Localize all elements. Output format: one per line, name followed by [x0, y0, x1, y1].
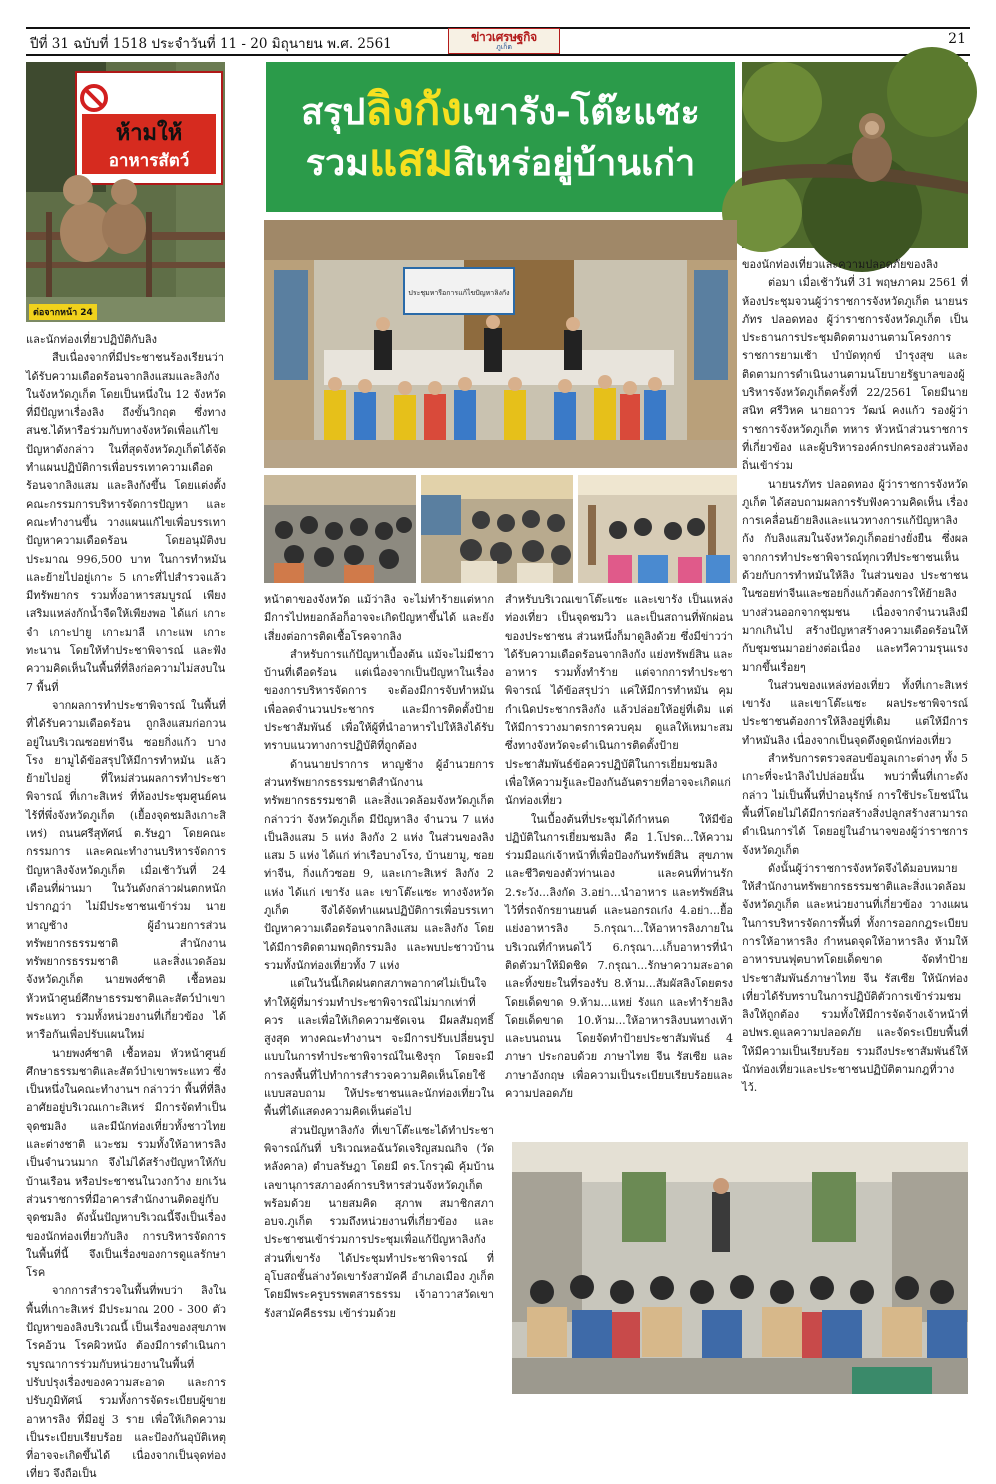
col1-paragraph: สืบเนื่องจากที่มีประชาชนร้องเรียนว่าได้รับความเดือดร้อนจากลิงแสมและลิงกังในจังหวัดภูเก็ต โดยเป็นหนึ่งใน 12 จังหวัด ที่มีปัญหาเรื่องลิง ถึงขั้นวิกฤต ซึ่งทาง สนช.ได้หารือร่วมกับทางจังหวัดเพื่อแก้ไขปัญหาดังกล่าว ในที่สุดจังหวัดภูเก็ตได้จัดทำแผนปฏิบัติการเพื่อบรรเทาความเดือดร้อนจากลิงแสม และลิงกังขึ้น โดยแต่งตั้งคณะกรรมการบริหารจัดการปัญหา และคณะทำงานขึ้น วางแผนแก้ไขเพื่อบรรเทาปัญหาความเดือดร้อน โดยอนุมัติงบประมาณ 996,500 บาท ในการทำหมัน และย้ายไปอยู่เกาะ 5 เกาะที่ไปสำรวจแล้ว มีทรัพยากร รวมทั้งอาหารสมบูรณ์ เพียงเสริมแหล่งกักน้ำจืดให้เพียงพอ ได้แก่ เกาะจำ เกาะปายู เกาะมาลี เกาะแพ เกาะทะนาน โดยให้ทำประชาพิจารณ์ และฟังความคิดเห็นในพื้นที่ที่ลิงก่อความไม่สงบใน 7 พื้นที่: [26, 351, 226, 694]
newspaper-logo: [448, 28, 560, 54]
col3-paragraph: สำหรับบริเวณเขาโต๊ะแซะ และเขารัง เป็นแหล่งท่องเที่ยว เป็นจุดชมวิว และเป็นสถานที่พักผ่อนของประชาชน ส่วนหนึ่งก็มาดูลิงด้วย ซึ่งมีข่าวว่าได้รับความเดือดร้อนจากลิงกัง แย่งทรัพย์สิน และอาหาร รวมทั้งทำร้าย แต่จากการทำประชาพิจารณ์ ได้ข้อสรุปว่า แค่ให้มีการทำหมัน คุมกำเนิดประชากรลิงกัง แล้วปล่อยให้อยู่ที่เดิม แต่ให้มีการวางมาตรการควบคุม ดูแลให้เหมาะสม ซึ่งทางจังหวัดจะดำเนินการติดตั้งป้ายประชาสัมพันธ์ข้อควรปฏิบัติในการเยี่ยมชมลิง เพื่อให้ความรู้และป้องกันอันตรายที่อาจจะเกิดแก่นักท่องเที่ยว: [505, 593, 733, 808]
col2-paragraph: หน้าตาของจังหวัด แม้ว่าลิง จะไม่ทำร้ายแต่หากมีการไปหยอกล้อก็อาจจะเกิดปัญหาขึ้นได้ และยังเสี่ยงต่อการติดเชื้อโรคจากลิง: [264, 593, 494, 643]
col4-paragraph: ของนักท่องเที่ยวและความปลอดภัยของลิง: [742, 258, 939, 271]
col4-paragraph: สำหรับการตรวจสอบข้อมูลเกาะต่างๆ ทั้ง 5 เกาะที่จะนำลิงไปปล่อยนั้น พบว่าพื้นที่เกาะดังกล่าว ไม่เป็นพื้นที่ป่าอนุรักษ์ การใช้ประโยชน์ในพื้นที่โดยไม่ได้มีการก่อสร้างสิ่งปลูกสร้างสามารถดำเนินการได้ โดยอยู่ในอำนาจของผู้ว่าราชการจังหวัดภูเก็ต: [742, 752, 968, 857]
headline-2-highlight: แสม: [369, 135, 454, 186]
col2-paragraph: ด้านนายปราการ หาญช้าง ผู้อำนวยการส่วนทรัพยากรธรรมชาติสำนักงานทรัพยากรธรรมชาติ และสิ่งแวดล้อมจังหวัดภูเก็ต กล่าวว่า จังหวัดภูเก็ต มีปัญหาลิง จำนวน 7 แห่ง เป็นลิงแสม 5 แห่ง ลิงกัง 2 แห่ง ในส่วนของลิงแสม 5 แห่ง ได้แก่ ท่าเรือบางโรง, บ้านยามู, ซอยท่าจีน, กิ่งแก้วซอย 9, และเกาะสิเหร่ ลิงกัง 2 แห่ง ได้แก่ เขารัง และ เขาโต๊ะแซะ ทางจังหวัดภูเก็ต จึงได้จัดทำแผนปฏิบัติการเพื่อบรรเทาปัญหาความเดือดร้อนจากลิงแสม และลิงกัง โดยได้มีการติดตามพฤติกรรมลิง และพบปะชาวบ้าน รวมทั้งนักท่องเที่ยวทั้ง 7 แห่ง: [264, 757, 494, 972]
sign-line2: อาหารสัตว์: [108, 151, 190, 171]
headline-line-1: [301, 86, 700, 137]
headline-box: [266, 62, 735, 212]
headline-1-pre: สรุป: [301, 92, 366, 133]
photo-audience-1: [264, 475, 416, 583]
header-bottom-rule: [26, 54, 970, 56]
col4-paragraph: นายนรภัทร ปลอดทอง ผู้ว่าราชการจังหวัดภูเก็ต ได้สอบถามผลการรับฟังความคิดเห็น เรื่องการเคลื่อนย้ายลิงและแนวทางการแก้ปัญหาลิงกัง กับลิงแสมในจังหวัดภูเก็ตอย่างยั่งยืน ซึ่งผลจากการทำประชาพิจารณ์ทุกเวทีประชาชนเห็นด้วยกับการทำหมันให้ลิง ในส่วนของ ประชาชนในซอยท่าจีนและซอยกิ่งแก้วต้องการให้ย้ายลิงบางส่วนออกจากชุมชน เนื่องจากจำนวนลิงมีมากเกินไป สร้างปัญหาสร้างความเดือดร้อนให้กับชุมชนมาอย่างต่อเนื่อง และทวีความรุนแรงมากขึ้นเรื่อยๆ: [742, 477, 968, 674]
sign-line1: ห้ามให้: [115, 121, 183, 146]
photo-monkey-branch: [742, 62, 968, 248]
article-column-4: [742, 256, 968, 1136]
headline-line-2: [306, 137, 696, 188]
col1-paragraph: จากผลการทำประชาพิจารณ์ ในพื้นที่ที่ได้รับความเดือดร้อน ถูกลิงแสมก่อกวนอยู่ในบริเวณซอยท่าจีน ซอยกิ่งแก้ว บางโรง ยามูได้ข้อสรุปให้มีการทำหมัน แล้วย้ายไปอยู่ ที่ใหม่ส่วนผลการทำประชาพิจารณ์ ที่เกาะสิเหร่ ที่ห้องประชุมศูนย์คนไร้ที่พึ่งจังหวัดภูเก็ต (เยื้องจุดชมลิงเกาะสิเหร่) ถนนศรีสุทัศน์ ต.รัษฎา โดยคณะกรรมการ และคณะทำงานบริหารจัดการปัญหาลิงจังหวัดภูเก็ต เมื่อเช้าวันที่ 24 เดือนที่ผ่านมา ในวันดังกล่าวฝนตกหนัก ปรากฏว่า ไม่มีประชาชนเข้าร่วม นาย หาญช้าง ผู้อำนวยการส่วนทรัพยากรธรรมชาติ สำนักงานทรัพยากรธรรมชาติ และสิ่งแวดล้อมจังหวัดภูเก็ต นายพงศ์ชาติ เชื้อหอม หัวหน้าศูนย์ศึกษาธรรมชาติและสัตว์ป่าเขาพระแทว รวมทั้งหน่วยงานที่เกี่ยวข้อง ได้หารือกันเพื่อปรับแผนใหม่: [26, 698, 226, 1042]
logo-subtitle: ภูเก็ต: [496, 43, 512, 51]
headline-1-post: เขารัง-โต๊ะแซะ: [461, 92, 700, 133]
col4-paragraph: ในส่วนของแหล่งท่องเที่ยว ทั้งที่เกาะสิเหร่ เขารัง และเขาโต๊ะแซะ ผลประชาพิจารณ์ ประชาชนต้องการให้ลิงอยู่ที่เดิม แต่ให้มีการทำหมันลิง เนื่องจากเป็นจุดดึงดูดนักท่องเที่ยว: [742, 678, 968, 747]
col1-paragraph: นายพงศ์ชาติ เชื้อหอม หัวหน้าศูนย์ศึกษาธรรมชาติและสัตว์ป่าเขาพระแทว ซึ่งเป็นหนึ่งในคณะทำงานฯ กล่าวว่า พื้นที่ที่ลิงอาศัยอยู่บริเวณเกาะสิเหร่ มีการจัดทำเป็นจุดชมลิง และมีนักท่องเที่ยวทั้งชาวไทย และต่างชาติ แวะชม รวมทั้งให้อาหารลิงเป็นจำนวนมาก จึงไม่ได้สร้างปัญหาให้กับบ้านเรือน หรือประชาชนในวงกว้าง ยกเว้นส่วนราชการที่มีอาคารสำนักงานติดอยู่กับจุดชมลิง ดังนั้นปัญหาบริเวณนี้จึงเป็นเรื่องของนักท่องเที่ยวกับลิง การบริหารจัดการในพื้นที่นี้ จึงเป็นเรื่องของการดูแลรักษาโรค: [26, 1046, 226, 1280]
article-column-2: [264, 591, 494, 1399]
col1-paragraph: จากการสำรวจในพื้นที่พบว่า ลิงในพื้นที่เกาะสิเหร่ มีประมาณ 200 - 300 ตัว ปัญหาของลิงบริเวณนี้ เป็นเรื่องของสุขภาพ โรคอ้วน โรคผิวหนัง ต้องมีการดำเนินการบูรณาการร่วมกับหน่วยงานในพื้นที่ ปรับปรุงเรื่องของความสะอาด และการปรับภูมิทัศน์ รวมทั้งการจัดระเบียบผู้ขายอาหารลิง ที่มีอยู่ 3 ราย เพื่อให้เกิดความเป็นระเบียบเรียบร้อย และป้องกันอุบัติเหตุ ที่อาจจะเกิดขึ้นได้ เนื่องจากเป็นจุดท่องเที่ยว จึงถือเป็น: [26, 1284, 226, 1481]
col2-paragraph: ส่วนปัญหาลิงกัง ที่เขาโต๊ะแซะได้ทำประชาพิจารณ์กันที่ บริเวณหอฉันวัดเจริญสมณกิจ (วัดหลังคาล) ตำบลรัษฎา โดยมี ดร.โกรวุฒิ คุ้มบ้าน เลขานุการสภาองค์การบริหารส่วนจังหวัดภูเก็ต พร้อมด้วย นายสมคิด สุภาพ สมาชิกสภา อบจ.ภูเก็ต รวมถึงหน่วยงานที่เกี่ยวข้อง และประชาชนเข้าร่วมการประชุมเพื่อแก้ปัญหาลิงกัง ส่วนที่เขารัง ได้ประชุมทำประชาพิจารณ์ ที่อุโบสถชั้นล่างวัดเขารังสามัคคี อำเภอเมือง ภูเก็ต โดยมีพระครูบรรพตสารธรรม เจ้าอาวาสวัดเขารังสามัคคีธรรม เข้าร่วมด้วย: [264, 1123, 494, 1320]
headline-1-highlight: ลิงกัง: [365, 84, 462, 135]
col1-paragraph: และนักท่องเที่ยวปฏิบัติกับลิง: [26, 333, 158, 346]
page-number: 21: [948, 31, 966, 47]
logo-title: ข่าวเศรษฐกิจ: [471, 30, 537, 44]
article-column-3: [505, 591, 733, 1135]
meeting-banner-text: ประชุมหารือการแก้ไขปัญหาลิงกัง: [408, 289, 510, 297]
col2-paragraph: แต่ในวันนี้เกิดฝนตกสภาพอากาศไม่เป็นใจ ทำให้ผู้ที่มาร่วมทำประชาพิจารณ์ไม่มากเท่าที่ควร และเพื่อให้เกิดความชัดเจน มีผลสัมฤทธิ์สูงสุด ทางคณะทำงานฯ จะมีการปรับเปลี่ยนรูปแบบในการทำประชาพิจารณ์ในเชิงรุก โดยจะมีการลงพื้นที่ไปทำการสำรวจความคิดเห็นโดยใช้แบบสอบถาม ให้ประชาชนและนักท่องเที่ยวในพื้นที่ได้แสดงความคิดเห็นต่อไป: [264, 977, 494, 1119]
photo-meeting-group: [264, 220, 737, 468]
col4-paragraph: ต่อมา เมื่อเช้าวันที่ 31 พฤษภาคม 2561 ที่ห้องประชุมจวนผู้ว่าราชการจังหวัดภูเก็ต นายนรภัทร ปลอดทอง ผู้ว่าราชการจังหวัดภูเก็ต เป็นประธานการประชุมติดตามงานตามโครงการราชการยามเช้า บำบัดทุกข์ บำรุงสุข และติดตามการดำเนินงานตามนโยบายรัฐบาลของผู้บริหารจังหวัดภูเก็ตครั้งที่ 22/2561 โดยมีนายสนิท ศรีวิหค นายถาวร วัฒน์ คงแก้ว รองผู้ว่าราชการจังหวัดภูเก็ต ทหาร หัวหน้าส่วนราชการที่เกี่ยวข้อง และผู้บริหารองค์กรปกครองส่วนท้องถิ่นเข้าร่วม: [742, 276, 968, 473]
headline-2-pre: รวม: [305, 143, 369, 184]
headline-2-post: สิเหร่อยู่บ้านเก่า: [453, 143, 696, 184]
photo-monkeys-sign: [26, 62, 225, 322]
article-column-1: [26, 331, 226, 1481]
col3-paragraph: ในเบื้องต้นที่ประชุมได้กำหนด ให้มีข้อปฏิบัติในการเยี่ยมชมลิง คือ 1.โปรด...ให้ความร่วมมือแก่เจ้าหน้าที่เพื่อป้องกันทรัพย์สิน สุขภาพ และชีวิตของตัวท่านเอง และคนที่ท่านรัก 2.ระวัง...ลิงกัด 3.อย่า...นำอาหาร และทรัพย์สินไว้ที่รถจักรยานยนต์ และนอกรถเก๋ง 4.อย่า...ยื้อแย่งอาหารลิง 5.กรุณา...ให้อาหารลิงภายในบริเวณที่กำหนดไว้ 6.กรุณา...เก็บอาหารที่นำติดตัวมาให้มิดชิด 7.กรุณา...รักษาความสะอาดและทิ้งขยะในที่รองรับ 8.ห้าม...สัมผัสลิงโดยตรงโดยเด็ดขาด 9.ห้าม...แหย่ รังแก และทำร้ายลิงโดยเด็ดขาด 10.ห้าม...ให้อาหารลิงบนทางเท้าและบนถนน โดยจัดทำป้ายประชาสัมพันธ์ 4 ภาษา ประกอบด้วย ภาษาไทย จีน รัสเซีย และภาษาอังกฤษ เพื่อความเป็นระเบียบเรียบร้อยและความปลอดภัย: [505, 812, 733, 1101]
col2-paragraph: สำหรับการแก้ปัญหาเบื้องต้น แม้จะไม่มีชาวบ้านที่เดือดร้อน แต่เนื่องจากเป็นปัญหาในเรื่องของการบริหารจัดการ จะต้องมีการจับทำหมัน เพื่อลดจำนวนประชากร และมีการติดตั้งป้ายประชาสัมพันธ์ เพื่อให้ผู้ที่นำอาหารไปให้ลิงได้รับทราบแนวทางการปฏิบัติที่ถูกต้อง: [264, 647, 494, 753]
photo-meeting-hall: [512, 1142, 968, 1394]
issue-line: ปีที่ 31 ฉบับที่ 1518 ประจำวันที่ 11 - 20 มิถุนายน พ.ศ. 2561: [30, 36, 392, 52]
photo-audience-3: [578, 475, 737, 583]
continued-from-tag: ต่อจากหน้า 24: [29, 304, 97, 320]
col4-paragraph: ดังนั้นผู้ว่าราชการจังหวัดจึงได้มอบหมายให้สำนักงานทรัพยากรธรรมชาติและสิ่งแวดล้อมจังหวัดภูเก็ต และหน่วยงานที่เกี่ยวข้อง วางแผนในการบริหารจัดการพื้นที่ ทั้งการออกกฎระเบียบการให้อาหารลิง กำหนดจุดให้อาหารลิง ห้ามให้อาหารบนฟุตบาทโดยเด็ดขาด จัดทำป้ายประชาสัมพันธ์ภาษาไทย จีน รัสเซีย ให้นักท่องเที่ยวได้รับทราบในการปฏิบัติตัวการเข้าร่วมชมลิงให้ถูกต้อง รวมทั้งให้มีการจัดจ้างเจ้าหน้าที่ อปพร.ดูแลความปลอดภัย และจัดระเบียบพื้นที่ให้มีความเป็นเรียบร้อย รวมถึงประชาสัมพันธ์ให้นักท่องเที่ยวและประชาชนปฏิบัติตามกฎที่วางไว้.: [742, 861, 968, 1095]
photo-audience-2: [421, 475, 573, 583]
